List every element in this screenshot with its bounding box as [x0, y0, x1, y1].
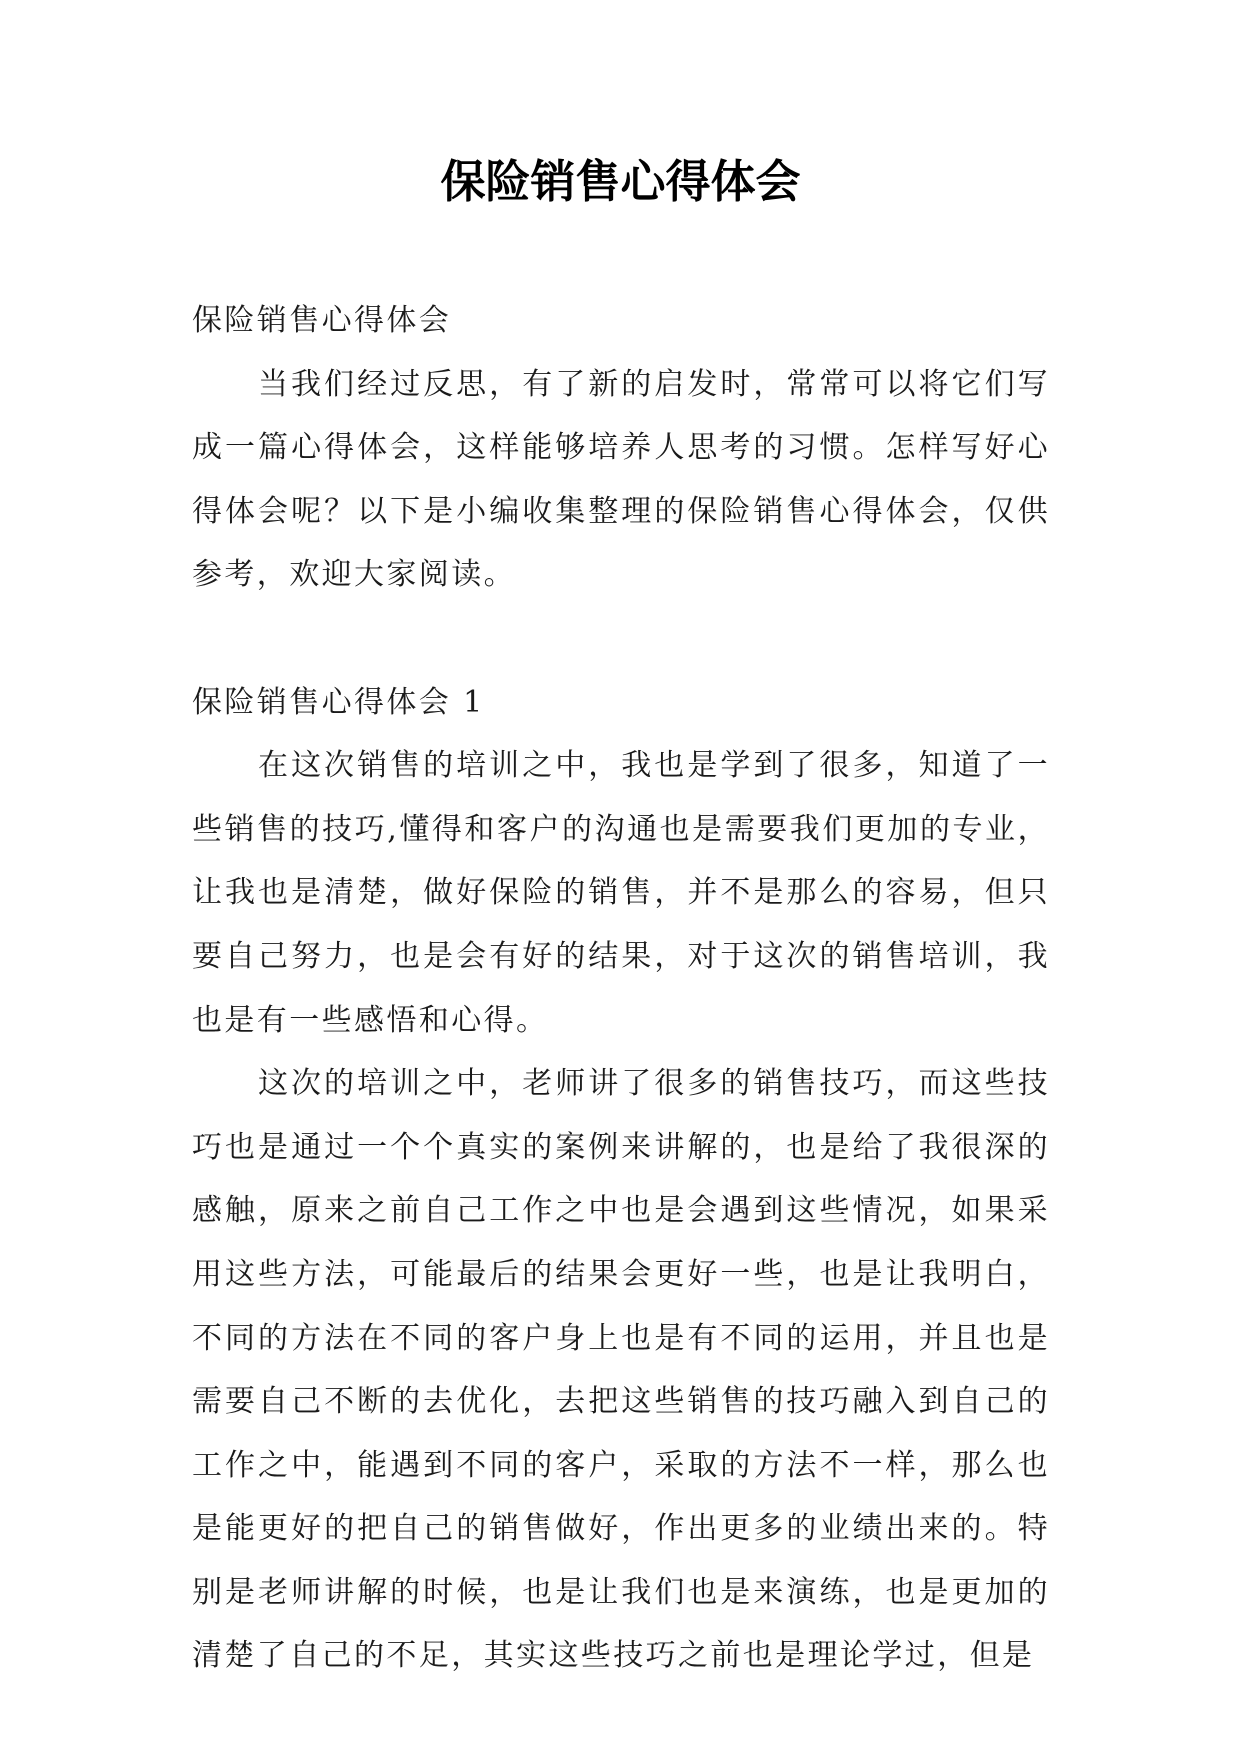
- document-body: [192, 289, 1050, 1688]
- body-paragraph-1: 在这次销售的培训之中，我也是学到了很多，知道了一些销售的技巧,懂得和客户的沟通也是需要我们更加的专业，让我也是清楚，做好保险的销售，并不是那么的容易，但只要自己努力，也是会有好的结果，对于这次的销售培训，我也是有一些感悟和心得。: [192, 748, 1050, 1038]
- section-spacer: [192, 607, 1050, 671]
- section-heading: 保险销售心得体会 1: [192, 684, 485, 720]
- body-paragraph-2: 这次的培训之中，老师讲了很多的销售技巧，而这些技巧也是通过一个个真实的案例来讲解的，也是给了我很深的感触，原来之前自己工作之中也是会遇到这些情况，如果采用这些方法，可能最后的结果会更好一些，也是让我明白，不同的方法在不同的客户身上也是有不同的运用，并且也是需要自己不断的去优化，去把这些销售的技巧融入到自己的工作之中，能遇到不同的客户，采取的方法不一样，那么也是能更好的把自己的销售做好，作出更多的业绩出来的。特别是老师讲解的时候，也是让我们也是来演练，也是更加的清楚了自己的不足，其实这些技巧之前也是理论学过，但是: [192, 1066, 1050, 1674]
- intro-paragraph: 当我们经过反思，有了新的启发时，常常可以将它们写成一篇心得体会，这样能够培养人思考的习惯。怎样写好心得体会呢？以下是小编收集整理的保险销售心得体会，仅供参考，欢迎大家阅读。: [192, 366, 1050, 593]
- intro-heading: 保险销售心得体会: [192, 303, 452, 338]
- page-title: 保险销售心得体会: [440, 155, 801, 208]
